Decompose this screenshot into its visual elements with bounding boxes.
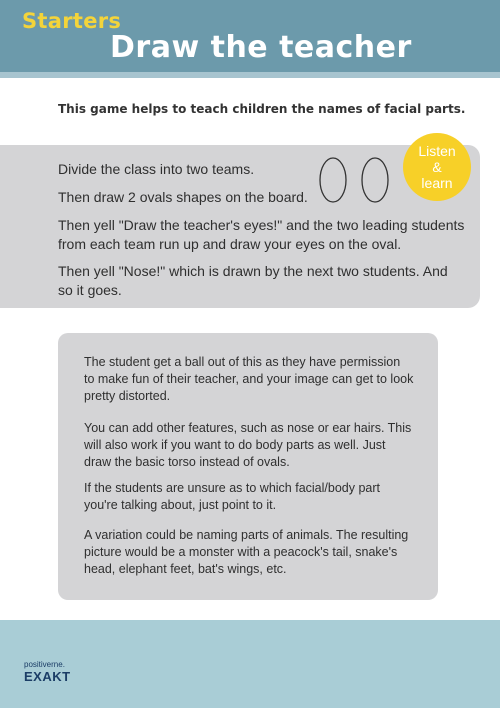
footer-band — [0, 620, 500, 708]
ovals-illustration — [318, 156, 398, 206]
publisher-logo-small: positiverne. — [24, 660, 65, 669]
page-title: Draw the teacher — [110, 30, 412, 65]
oval-right — [362, 158, 388, 202]
section-label: Starters — [22, 9, 122, 33]
badge-line-3: learn — [421, 175, 453, 191]
publisher-logo: EXAKT — [24, 669, 71, 684]
instruction-2: Then draw 2 ovals shapes on the board. — [58, 189, 308, 205]
instruction-1: Divide the class into two teams. — [58, 161, 255, 177]
intro-text: This game helps to teach children the names of facial parts. — [58, 102, 466, 116]
badge-line-1: Listen — [418, 143, 456, 159]
tip-4: A variation could be naming parts of animals. The resulting picture would be a monster with a peacock's tail, snake's head, elephant feet, bat's wings, etc. — [84, 528, 409, 576]
instruction-3: Then yell "Draw the teacher's eyes!" and the two leading students from each team run up and draw your eyes on the oval. — [58, 217, 465, 252]
instruction-4: Then yell "Nose!" which is drawn by the next two students. And so it goes. — [58, 263, 448, 298]
badge-line-2: & — [432, 159, 442, 175]
header-stripe — [0, 72, 500, 78]
tip-3: If the students are unsure as to which facial/body part you're talking about, just point to it. — [84, 481, 381, 512]
tip-2: You can add other features, such as nose or ear hairs. This will also work if you want to do body parts as well. Just draw the basic torso instead of ovals. — [84, 421, 412, 469]
listen-learn-badge — [403, 133, 471, 201]
tip-1: The student get a ball out of this as they have permission to make fun of their teacher, and your image can get to look pretty distorted. — [84, 355, 414, 403]
oval-left — [320, 158, 346, 202]
